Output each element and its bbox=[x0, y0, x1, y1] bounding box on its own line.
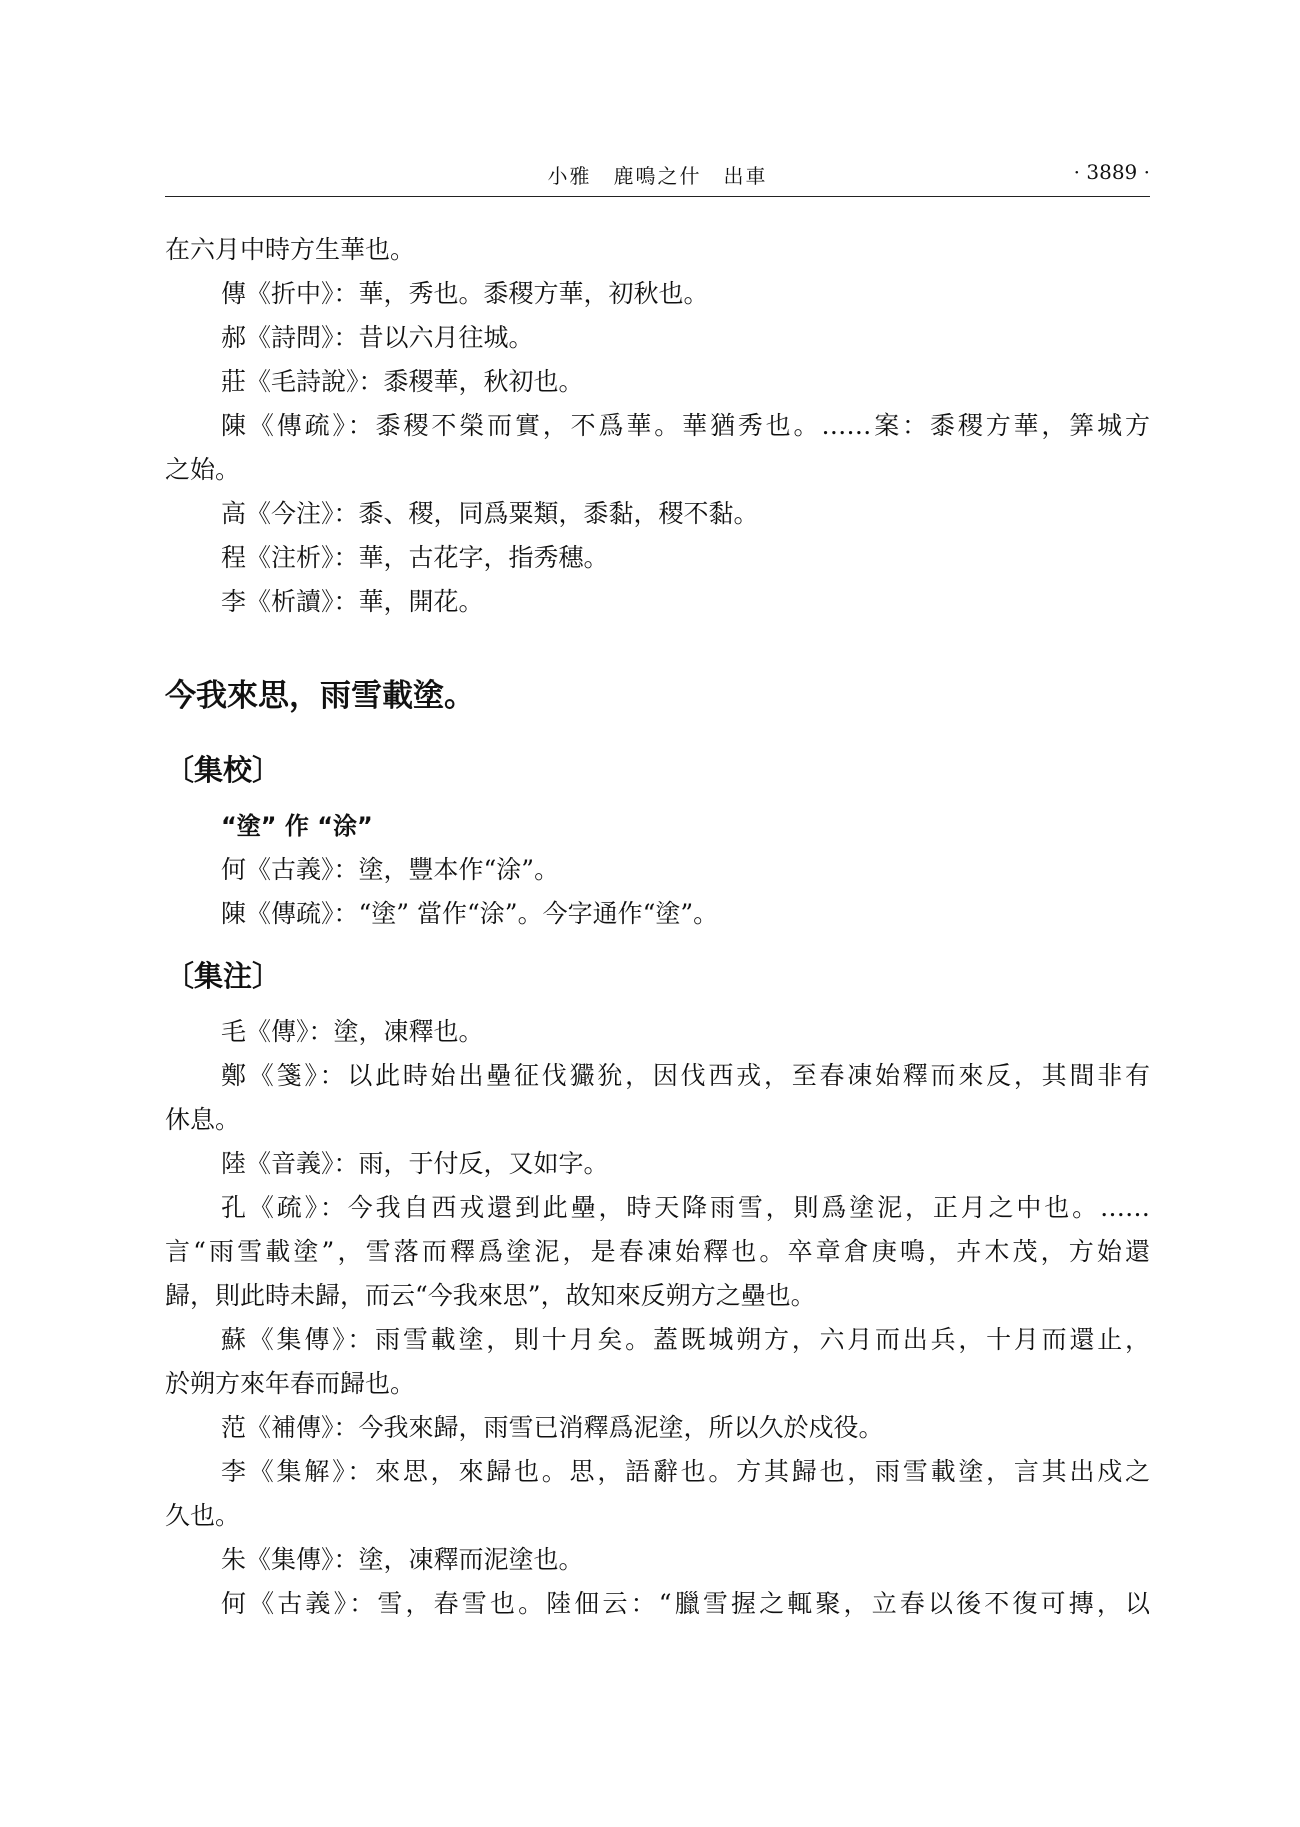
text-line: 休息。 bbox=[165, 1105, 241, 1134]
text-line: 歸，則此時未歸，而云“今我來思”，故知來反朔方之壘也。 bbox=[165, 1281, 816, 1310]
text-line: 朱《集傳》：塗，凍釋而泥塗也。 bbox=[221, 1545, 584, 1574]
body-text bbox=[165, 228, 1150, 1626]
section-heading-jizhu: 〔集注〕 bbox=[165, 959, 282, 993]
text-line: 言“雨雪載塗”，雪落而釋爲塗泥，是春凍始釋也。卒章倉庚鳴，卉木茂，方始還 bbox=[165, 1237, 1150, 1266]
text-line: 程《注析》：華，古花字，指秀穗。 bbox=[221, 543, 609, 572]
header-rule bbox=[165, 196, 1150, 197]
section-heading-jijiao: 〔集校〕 bbox=[165, 753, 282, 787]
page-header bbox=[165, 160, 1150, 194]
collation-subheading: “塗” 作 “涂” bbox=[221, 812, 373, 840]
text-line: 陸《音義》：雨，于付反，又如字。 bbox=[221, 1149, 609, 1178]
text-line: 蘇《集傳》：雨雪載塗，則十月矣。蓋既城朔方，六月而出兵，十月而還止， bbox=[221, 1325, 1150, 1354]
text-line: 莊《毛詩說》：黍稷華，秋初也。 bbox=[221, 367, 584, 396]
text-line: 何《古義》：雪，春雪也。陸佃云：“臘雪握之輒聚，立春以後不復可摶，以 bbox=[221, 1589, 1150, 1618]
text-line: 在六月中時方生華也。 bbox=[165, 235, 416, 264]
text-line: 何《古義》：塗，豐本作“涂”。 bbox=[221, 855, 560, 884]
text-line: 李《析讀》：華，開花。 bbox=[221, 587, 484, 616]
verse-heading: 今我來思，雨雪載塗。 bbox=[165, 678, 475, 714]
text-line: 李《集解》：來思，來歸也。思，語辭也。方其歸也，雨雪載塗，言其出戍之 bbox=[221, 1457, 1150, 1486]
text-line: 傳《折中》：華，秀也。黍稷方華，初秋也。 bbox=[221, 279, 709, 308]
text-line: 范《補傳》：今我來歸，雨雪已消釋爲泥塗，所以久於戍役。 bbox=[221, 1413, 884, 1442]
text-line: 毛《傳》：塗，凍釋也。 bbox=[221, 1017, 484, 1046]
text-line: 陳《傳疏》：“塗” 當作“涂”。今字通作“塗”。 bbox=[221, 899, 719, 928]
collation-block bbox=[165, 848, 1150, 936]
text-line: 久也。 bbox=[165, 1501, 241, 1530]
text-line: 鄭《箋》：以此時始出壘征伐玁狁，因伐西戎，至春凍始釋而來反，其間非有 bbox=[221, 1061, 1150, 1090]
text-line: 於朔方來年春而歸也。 bbox=[165, 1369, 416, 1398]
text-line: 陳《傳疏》：黍稷不榮而實，不爲華。華猶秀也。……案：黍稷方華，筭城方 bbox=[221, 411, 1150, 440]
commentary-block-1 bbox=[165, 228, 1150, 624]
text-line: 高《今注》：黍、稷，同爲粟類，黍黏，稷不黏。 bbox=[221, 499, 759, 528]
page-number: · 3889 · bbox=[1073, 160, 1150, 184]
text-line: 孔《疏》：今我自西戎還到此壘，時天降雨雪，則爲塗泥，正月之中也。…… bbox=[221, 1193, 1150, 1222]
text-line: 郝《詩問》：昔以六月往城。 bbox=[221, 323, 534, 352]
running-title: 小雅 鹿鳴之什 出車 bbox=[547, 164, 768, 188]
text-line: 之始。 bbox=[165, 455, 241, 484]
annotation-block bbox=[165, 1010, 1150, 1626]
